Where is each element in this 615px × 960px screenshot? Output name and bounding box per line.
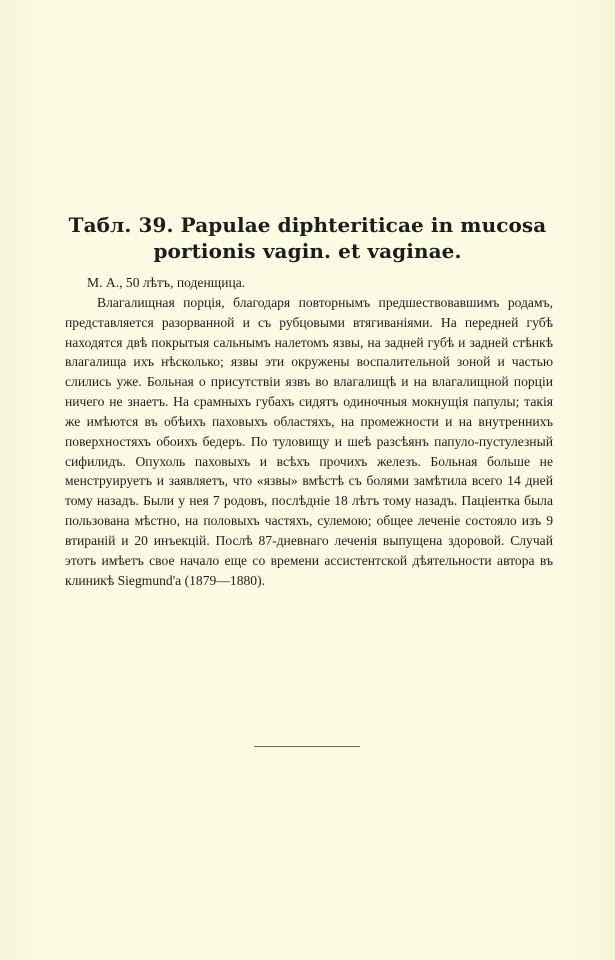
section-divider [254,746,360,747]
plate-title: Табл. 39. Papulae diphteriticae in mucosa portionis vagin. et vaginae. [68,213,547,263]
case-description [65,273,553,591]
patient-line: М. А., 50 лѣтъ, поденщица. [87,275,246,290]
case-text: Влагалищная порція, благодаря повторнымъ предшествовавшимъ родамъ, представляется разорванной и съ рубцовыми втягиваніями. На передней губѣ находятся двѣ покрытыя сальнымъ налетомъ язвы, на задней губѣ и задней стѣнкѣ влагалища ихъ нѣсколько; язвы эти окружены воспалительной зоной и частью слились уже. Больная о присутствіи язвъ во влагалищѣ и на влагалищной порціи ничего не знаетъ. На срамныхъ губахъ сидятъ одиночныя мокнущія папулы; такія же имѣются въ обѣихъ паховыхъ областяхъ, на промежности и на внутреннихъ поверхностяхъ обоихъ бедеръ. По туловищу и шеѣ разсѣянъ папуло-пустулезный сифилидъ. Опухоль паховыхъ и всѣхъ прочихъ железъ. Больная больше не менструируетъ и заявляетъ, что «язвы» вмѣстѣ съ болями замѣтила всего 14 дней тому назадъ. Были у нея 7 родовъ, послѣдніе 18 лѣтъ тому назадъ. Паціентка была пользована мѣстно, на половыхъ частяхъ, сулемою; общее леченіе состояло изъ 9 втираній и 20 инъекцій. Послѣ 87-дневнаго леченія выпущена здоровой. Случай этотъ имѣетъ свое начало еще со времени ассистентской дѣятельности автора въ клиникѣ Siegmund'a (1879—1880). [65,294,553,588]
